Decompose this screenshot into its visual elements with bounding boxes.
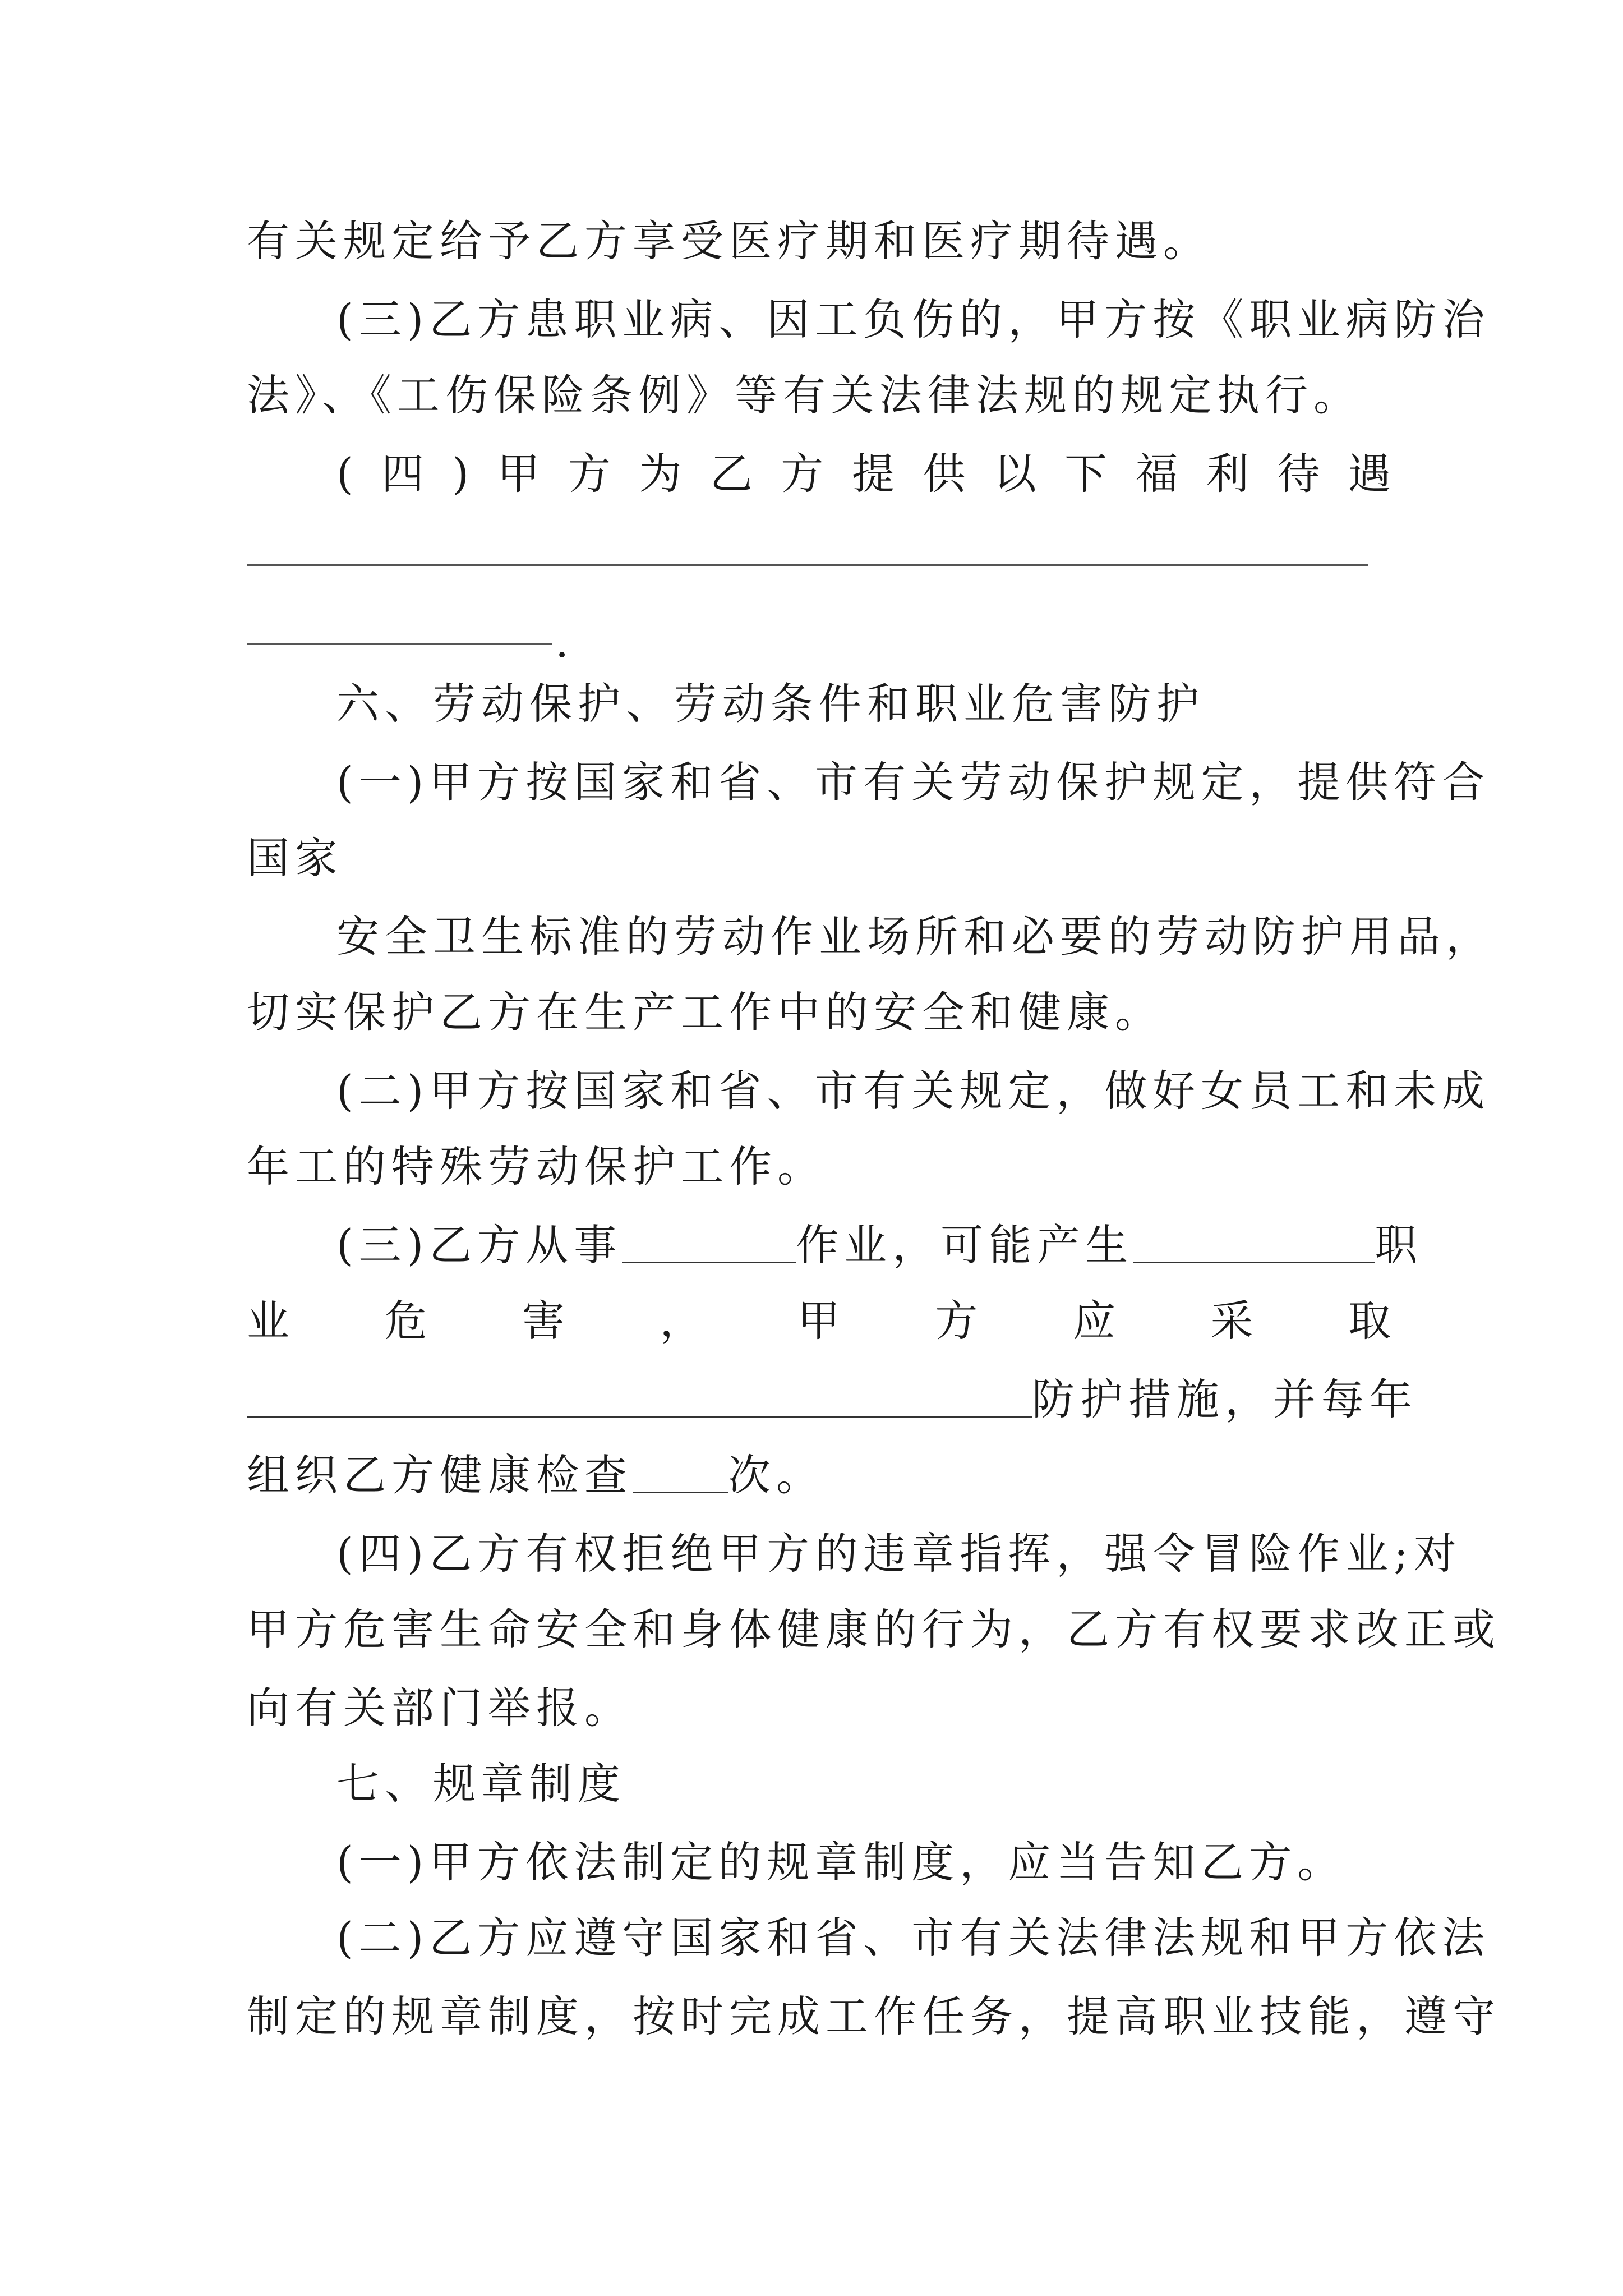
blank-field bbox=[622, 1222, 796, 1263]
char: 害 bbox=[522, 1296, 565, 1346]
blank-field bbox=[633, 1452, 728, 1493]
blank-field bbox=[1133, 1222, 1375, 1263]
text-line-with-blanks bbox=[247, 1442, 1391, 1509]
spaced-text-line bbox=[336, 440, 1391, 508]
char: 方 bbox=[935, 1296, 978, 1346]
char: 方 bbox=[568, 449, 611, 499]
char: 遇 bbox=[1348, 449, 1391, 499]
text-line: (三)乙方患职业病、因工负伤的，甲方按《职业病防治 bbox=[336, 295, 1491, 344]
text-line: 安全卫生标准的劳动作业场所和必要的劳动防护用品， bbox=[336, 912, 1494, 961]
char: 乙 bbox=[709, 449, 753, 499]
period-mark: . bbox=[555, 617, 575, 667]
text-line: (二)甲方按国家和省、市有关规定，做好女员工和未成 bbox=[336, 1066, 1491, 1116]
char: 提 bbox=[851, 449, 895, 499]
char: 下 bbox=[1064, 449, 1108, 499]
text-line-with-blanks bbox=[336, 1212, 1423, 1279]
text-line: 法》、《工伤保险条例》等有关法律法规的规定执行。 bbox=[247, 370, 1362, 420]
char: 甲 bbox=[797, 1296, 840, 1346]
blank-field bbox=[247, 1377, 1032, 1418]
text-segment: 防护措施，并每年 bbox=[1032, 1374, 1418, 1424]
char: 危 bbox=[384, 1296, 427, 1346]
char: 采 bbox=[1210, 1296, 1253, 1346]
blank-fill-line bbox=[247, 564, 1368, 566]
char: 业 bbox=[247, 1296, 289, 1346]
text-segment: 作业，可能产生 bbox=[796, 1220, 1134, 1270]
char: 方 bbox=[781, 449, 824, 499]
char: 利 bbox=[1206, 449, 1249, 499]
spaced-text-line bbox=[247, 1287, 1391, 1355]
char: 应 bbox=[1073, 1296, 1115, 1346]
text-line: 向有关部门举报。 bbox=[247, 1683, 633, 1733]
text-line-with-blanks bbox=[247, 1366, 1418, 1433]
text-line: (二)乙方应遵守国家和省、市有关法律法规和甲方依法 bbox=[336, 1913, 1491, 1963]
text-line: (四)乙方有权拒绝甲方的违章指挥，强令冒险作业;对 bbox=[336, 1529, 1462, 1579]
char: 为 bbox=[639, 449, 682, 499]
text-line: 切实保护乙方在生产工作中的安全和健康。 bbox=[247, 987, 1163, 1037]
char: 四 bbox=[381, 449, 425, 499]
char: ， bbox=[660, 1296, 703, 1346]
char: 取 bbox=[1348, 1296, 1391, 1346]
section-heading: 七、规章制度 bbox=[336, 1759, 626, 1809]
text-line: 制定的规章制度，按时完成工作任务，提高职业技能，遵守 bbox=[247, 1991, 1501, 2041]
char: 供 bbox=[923, 449, 966, 499]
char: 福 bbox=[1135, 449, 1178, 499]
text-line: (一)甲方按国家和省、市有关劳动保护规定，提供符合 bbox=[336, 757, 1491, 807]
text-line: 甲方危害生命安全和身体健康的行为，乙方有权要求改正或 bbox=[247, 1604, 1501, 1654]
text-segment: 次。 bbox=[728, 1450, 824, 1500]
blank-fill-line bbox=[247, 643, 552, 645]
text-segment: 职 bbox=[1375, 1220, 1423, 1270]
text-line: 有关规定给予乙方享受医疗期和医疗期待遇。 bbox=[247, 216, 1211, 266]
text-segment: 组织乙方健康检查 bbox=[247, 1450, 633, 1500]
char: 甲 bbox=[497, 449, 540, 499]
text-line: 国家 bbox=[247, 833, 343, 883]
char: 以 bbox=[993, 449, 1036, 499]
char: ( bbox=[336, 449, 353, 499]
text-line: (一)甲方依法制定的规章制度，应当告知乙方。 bbox=[336, 1837, 1346, 1887]
char: ) bbox=[452, 449, 469, 499]
text-segment: (三)乙方从事 bbox=[336, 1220, 623, 1270]
char: 待 bbox=[1277, 449, 1320, 499]
section-heading: 六、劳动保护、劳动条件和职业危害防护 bbox=[336, 679, 1205, 729]
text-line: 年工的特殊劳动保护工作。 bbox=[247, 1142, 826, 1191]
